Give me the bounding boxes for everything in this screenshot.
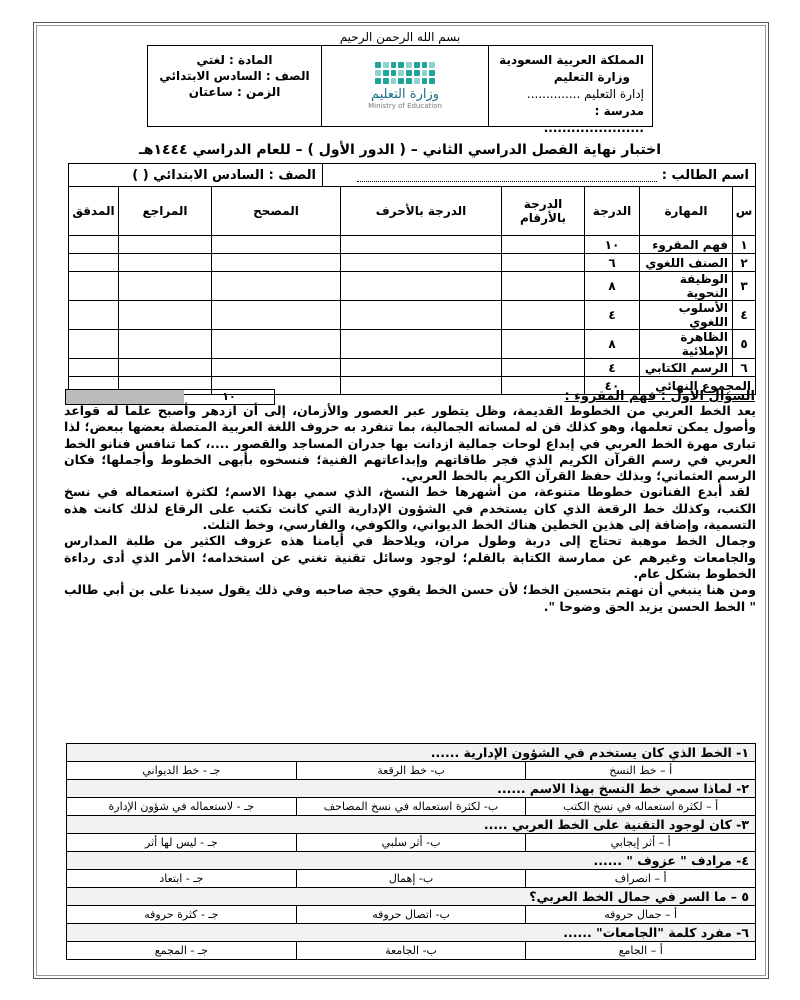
skill-name: الأسلوب اللغوي [640,301,733,330]
max-score: ٨ [585,272,640,301]
max-score: ٤ [585,301,640,330]
score-digits-cell[interactable] [502,359,585,377]
question-text: ٢- لماذا سمي خط النسخ بهذا الاسم ...... [67,780,756,798]
auditor-cell[interactable] [69,359,119,377]
passage-paragraph: يعد الخط العربي من الخطوط القديمة، وظل يتطور عبر العصور والأزمان، إلى أن ازدهر وأصبح علما له قواعد وأصول يمكن تعلمها، وهو كذلك فن له لمساته الجمالية، بما تنفرد به حروف اللغة العربية المتصلة بعضها ببعض؛ لذا تبارى مهرة الخط العربي في إبداع لوحات جمالية ازدانت بها جدران المساجد والقصور ....، كما تنافس فنانو الخط العربي في رسم القرآن الكريم الذي فجر طاقاتهم وإبداعاتهم الفنية؛ فنسخوه بأبهى الخطوط وأجملها؛ فكان الرسم العثماني؛ وبذلك حفظ القرآن الكريم بالخط العربي. [64,403,756,484]
grade-row [69,272,756,301]
score-words-cell[interactable] [341,301,502,330]
reviewer-cell[interactable] [119,254,212,272]
ministry-logo [321,46,488,126]
corrector-cell[interactable] [212,301,341,330]
score-digits-cell[interactable] [502,236,585,254]
logo-dot [375,70,381,76]
score-shaded-cell [66,390,184,404]
skill-name: الظاهرة الإملائية [640,330,733,359]
col-header: الدرجة بالأحرف [341,187,502,236]
passage-paragraph: لقد أبدع الفنانون خطوطا متنوعة، من أشهرها خط النسخ، الذي سمي بهذا الاسم؛ لكثرة استعماله في نسخ الكتب، وكذلك خط الرقعة الذي كان يستخدم في الشؤون الإدارية التي كانت تكتب على الرقاع لذلك كانت هذه التسمية، وإضافة إلى هذين الخطين هناك الخط الديواني، والكوفي، والفارسي، وخط الثلث. [64,484,756,533]
logo-dot [398,78,404,84]
question-1-heading: السؤال الأول : فهم المقروء : [564,389,755,404]
options-row [67,798,756,816]
logo-dot [398,62,404,68]
logo-dot [406,78,412,84]
question-row [67,888,756,906]
logo-dot [391,78,397,84]
option-b[interactable]: ب- أثر سلبي [296,834,526,852]
logo-dot [406,62,412,68]
option-c[interactable]: جـ - كثرة حروفه [67,906,297,924]
col-header: الدرجة بالأرقام [502,187,585,236]
exam-title: اختبار نهاية الفصل الدراسي الثاني – ( الدور الأول ) – للعام الدراسي ١٤٤٤هـ [138,142,662,158]
options-row [67,870,756,888]
reviewer-cell[interactable] [119,301,212,330]
score-words-cell[interactable] [341,254,502,272]
question-text: ٤- مرادف " عزوف " ...... [67,852,756,870]
score-words-cell[interactable] [341,330,502,359]
option-c[interactable]: جـ - خط الديواني [67,762,297,780]
question-text: ٣- كان لوجود التقنية على الخط العربي ..... [67,816,756,834]
option-c[interactable]: جـ - ابتعاد [67,870,297,888]
country-line: المملكة العربية السعودية [499,53,644,67]
score-digits-cell[interactable] [502,301,585,330]
auditor-cell[interactable] [69,301,119,330]
score-digits-cell[interactable] [502,330,585,359]
skill-name: الصنف اللغوي [640,254,733,272]
duration-line: الزمن : ساعتان [188,85,281,99]
auditor-cell[interactable] [69,254,119,272]
option-a[interactable]: أ – خط النسخ [526,762,756,780]
logo-dot [422,62,428,68]
max-score: ٨ [585,330,640,359]
logo-mark-icon [375,62,435,84]
options-row [67,906,756,924]
options-row [67,942,756,960]
question-text: ٦- مفرد كلمة "الجامعات" ...... [67,924,756,942]
col-header: المدقق [69,187,119,236]
reviewer-cell[interactable] [119,330,212,359]
logo-dot [422,70,428,76]
logo-dot [429,78,435,84]
row-number: ٦ [733,359,756,377]
logo-dot [429,70,435,76]
student-name-label: اسم الطالب : [661,167,749,183]
score-words-cell[interactable] [341,359,502,377]
skill-name: الرسم الكتابي [640,359,733,377]
logo-dot [414,70,420,76]
row-number: ٤ [733,301,756,330]
basmala: بسم الله الرحمن الرحيم [339,30,461,44]
school-line: مدرسة : ...................... [543,104,644,135]
max-score: ١٠ [585,236,640,254]
reviewer-cell[interactable] [119,236,212,254]
option-c[interactable]: جـ - لاستعماله في شؤون الإدارة [67,798,297,816]
logo-dot [375,78,381,84]
corrector-cell[interactable] [212,330,341,359]
option-c[interactable]: جـ - ليس لها أثر [67,834,297,852]
option-a[interactable]: أ – لكثرة استعماله في نسخ الكتب [526,798,756,816]
option-c[interactable]: جـ - المجمع [67,942,297,960]
grade-row [69,254,756,272]
option-b[interactable]: ب- إهمال [296,870,526,888]
logo-text: وزارة التعليم [370,87,440,102]
subject-info [148,46,321,126]
logo-dot [414,78,420,84]
student-name-cell[interactable] [323,164,756,187]
passage-paragraph: ومن هنا ينبغي أن نهتم بتحسين الخط؛ لأن حسن الخط يقوي حجة صاحبه وفي ذلك يقول سيدنا على بن أبي طالب " الخط الحسن يزيد الحق وضوحا ". [64,582,756,614]
logo-dot [383,62,389,68]
option-b[interactable]: ب- خط الرقعة [296,762,526,780]
passage-paragraph: وجمال الخط موهبة تحتاج إلى دربة وطول مران، ويلاحظ في أيامنا هذه عزوف الكثير من طلبة المدارس والجامعات وغيرهم عن ممارسة الكتابة بالقلم؛ لوجود وسائل تقنية تغني عن استخدامه؛ الأمر الذي أدى رداءة الخطوط بشكل عام. [64,533,756,581]
student-name-blank [357,169,657,182]
row-number: ٥ [733,330,756,359]
question-text: ١- الخط الذي كان يستخدم في الشؤون الإدارية ...... [67,744,756,762]
question-row [67,852,756,870]
ministry-line: وزارة التعليم [553,70,630,84]
max-score: ٦ [585,254,640,272]
score-digits-cell[interactable] [502,254,585,272]
reading-passage [64,403,756,615]
options-row [67,834,756,852]
col-header: المصحح [212,187,341,236]
logo-dot [383,78,389,84]
skill-name: الوظيفة النحوية [640,272,733,301]
ministry-info [488,46,652,135]
total-score: ٤٠ [585,377,640,395]
subject-line: المادة : لغتي [196,53,273,67]
question-row [67,744,756,762]
logo-dot [398,70,404,76]
col-header: المراجع [119,187,212,236]
score-words-cell[interactable] [341,236,502,254]
score-words-cell[interactable] [341,272,502,301]
auditor-cell[interactable] [69,272,119,301]
question-row [67,816,756,834]
question-row [67,780,756,798]
logo-dot [391,62,397,68]
option-b[interactable]: ب- الجامعة [296,942,526,960]
logo-dot [383,70,389,76]
student-info-table [68,163,756,187]
option-a[interactable]: أ – الجامع [526,942,756,960]
option-a[interactable]: أ – انصراف [526,870,756,888]
reviewer-cell[interactable] [119,272,212,301]
row-number: ١ [733,236,756,254]
max-score: ٤ [585,359,640,377]
total-label: المجموع النهائي [640,377,756,395]
education-dept-line: إدارة التعليم .............. [526,87,644,101]
logo-dot [375,62,381,68]
reviewer-cell[interactable] [119,359,212,377]
grades-table [68,186,756,395]
logo-dot [391,70,397,76]
corrector-cell[interactable] [212,359,341,377]
student-class-cell: الصف : السادس الابتدائي ( ) [69,164,323,187]
grade-row [69,301,756,330]
exam-header [147,45,653,135]
col-header: الدرجة [585,187,640,236]
col-header: س [733,187,756,236]
auditor-cell[interactable] [69,236,119,254]
logo-dot [414,62,420,68]
logo-dot [422,78,428,84]
option-a[interactable]: أ – جمال حروفه [526,906,756,924]
questions-table [66,743,756,960]
question-1-score: ١٠ [222,390,236,403]
col-header: المهارة [640,187,733,236]
option-a[interactable]: أ – أثر إيجابي [526,834,756,852]
logo-dot [429,62,435,68]
logo-dot [406,70,412,76]
grade-row [69,359,756,377]
skill-name: فهم المقروء [640,236,733,254]
question-text: ٥ – ما السر في جمال الخط العربي؟ [67,888,756,906]
grade-row [69,236,756,254]
corrector-cell[interactable] [212,236,341,254]
class-line: الصف : السادس الابتدائي [159,69,310,83]
option-b[interactable]: ب- اتصال حروفه [296,906,526,924]
score-digits-cell[interactable] [502,272,585,301]
row-number: ٣ [733,272,756,301]
logo-subtext: Ministry of Education [368,102,442,110]
option-b[interactable]: ب- لكثرة استعماله في نسخ المصاحف [296,798,526,816]
corrector-cell[interactable] [212,254,341,272]
question-row [67,924,756,942]
corrector-cell[interactable] [212,272,341,301]
options-row [67,762,756,780]
row-number: ٢ [733,254,756,272]
grade-row [69,330,756,359]
auditor-cell[interactable] [69,330,119,359]
